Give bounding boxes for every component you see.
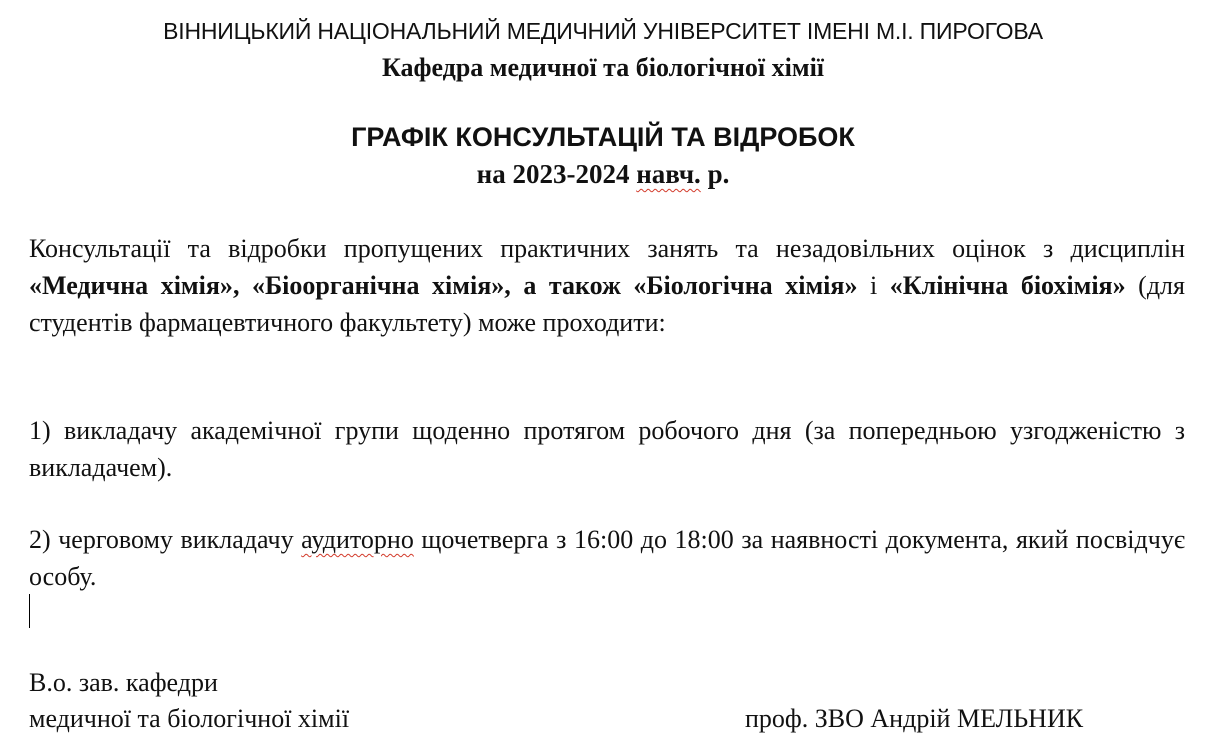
option-1-paragraph: 1) викладачу академічної групи щоденно протягом робочого дня (за попередньою узгодженістю з викладачем). [29, 416, 1185, 482]
signature-position: В.о. зав. кафедри [29, 668, 218, 697]
discipline-clinical-biochemistry: «Клінічна біохімія» [889, 271, 1126, 300]
intro-text-2: (для студентів фармацевтичного факультету) може проходити: [29, 271, 1185, 337]
department-name: Кафедра медичної та біологічної хімії [381, 53, 825, 82]
option-2-pre: 2) черговому викладачу [29, 525, 302, 554]
intro-sep-3: і [857, 271, 890, 300]
option-2-paragraph [29, 521, 1185, 595]
option-2-post: щочетверга з 16:00 до 18:00 за наявності документа, який посвідчує особу. [29, 525, 1185, 591]
year-suffix: р. [700, 159, 730, 189]
signature-department: медичної та біологічної хімії [29, 704, 350, 733]
intro-sep-1: , [232, 271, 252, 300]
discipline-bioorganic-chemistry: «Біоорганічна хімія» [251, 271, 505, 300]
document-title: ГРАФІК КОНСУЛЬТАЦІЙ ТА ВІДРОБОК [351, 122, 855, 152]
intro-text-1: Консультації та відробки пропущених практичних занять та незадовільних оцінок з дисциплін [29, 234, 1185, 263]
discipline-biological-chemistry: «Біологічна хімія» [633, 271, 858, 300]
signature-name: проф. ЗВО Андрій МЕЛЬНИК [745, 704, 1084, 733]
text-cursor[interactable] [29, 594, 30, 628]
option-2-misspelled-word: аудиторно [301, 525, 414, 554]
year-prefix: на 2023-2024 [476, 159, 637, 189]
discipline-medical-chemistry: «Медична хімія» [29, 271, 233, 300]
academic-year [0, 159, 1206, 190]
university-name: ВІННИЦЬКИЙ НАЦІОНАЛЬНИЙ МЕДИЧНИЙ УНІВЕРСИТЕТ ІМЕНІ М.І. ПИРОГОВА [163, 18, 1043, 44]
year-abbr-misspelled: навч. [636, 159, 701, 189]
intro-paragraph [29, 230, 1185, 341]
intro-sep-2: , а також [504, 271, 634, 300]
